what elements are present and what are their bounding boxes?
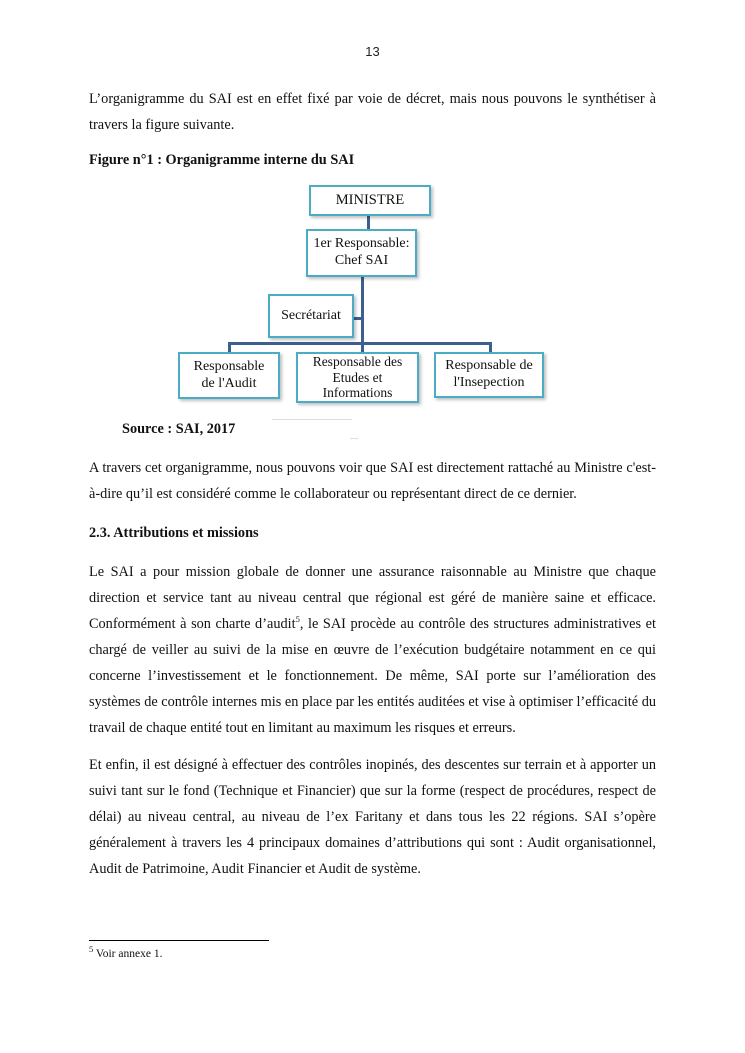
figure-caption: Figure n°1 : Organigramme interne du SAI: [89, 152, 355, 168]
box-chef-sai: 1er Responsable: Chef SAI: [306, 229, 417, 277]
final-paragraph: Et enfin, il est désigné à effectuer des contrôles inopinés, des descentes sur terrain et à apporter un suivi tant sur le fond (Technique et Financier) que sur la forme (respect de procédures, respect de délai) au niveau central, au niveau de l’ex Faritany et dans tous les 22 régions. SAI s’opère généralement à travers les 4 principaux domaines d’attributions qui sont : Audit organisationnel, Audit de Patrimoine, Audit Financier et Audit de système.: [89, 757, 656, 877]
decorative-rule: [272, 419, 352, 420]
org-chart: [0, 0, 745, 460]
connector-horizontal: [228, 342, 492, 345]
box-ministre: MINISTRE: [309, 185, 431, 216]
paragraph-after-figure: A travers cet organigramme, nous pouvons voir que SAI est directement rattaché au Ministre c'est-à-dire qu’il est considéré comme le collaborateur ou représentant direct de ce dernier.: [89, 460, 656, 502]
figure-source: Source : SAI, 2017: [122, 421, 236, 437]
mission-paragraph: Le SAI a pour mission globale de donner une assurance raisonnable au Ministre que chaque direction et service tant au niveau central que régional est géré de manière saine et efficace. Conformément à son charte d’audit$^5$, le SAI procède au contrôle des structures administratives et chargé de veiller au suivi de la mise en œuvre de l’exécution budgétaire notamment en ce qui concerne l’investissement et le fonctionnement. De même, SAI porte sur l’amélioration des systèmes de contrôle internes mis en place par les entités auditées et vise à optimiser l’efficacité du travail de chaque entité tout en limitant au maximum les risques et erreurs.: [89, 564, 656, 736]
connector-trunk: [361, 276, 364, 343]
footnote-separator: [89, 940, 269, 941]
footnote: $^5$ Voir annexe 1.: [89, 944, 163, 960]
decorative-rule: [350, 438, 358, 439]
box-audit: Responsable de l'Audit: [178, 352, 280, 399]
intro-paragraph: L’organigramme du SAI est en effet fixé par voie de décret, mais nous pouvons le synthétiser à travers la figure suivante.: [89, 91, 656, 133]
section-heading: 2.3. Attributions et missions: [89, 525, 259, 541]
page-number: 13: [365, 44, 380, 59]
box-secretariat: Secrétariat: [268, 294, 354, 338]
footnote-reference: 5: [295, 614, 300, 625]
box-inspection: Responsable de l'Insepection: [434, 352, 544, 398]
box-etudes: Responsable des Etudes et Informations: [296, 352, 419, 403]
